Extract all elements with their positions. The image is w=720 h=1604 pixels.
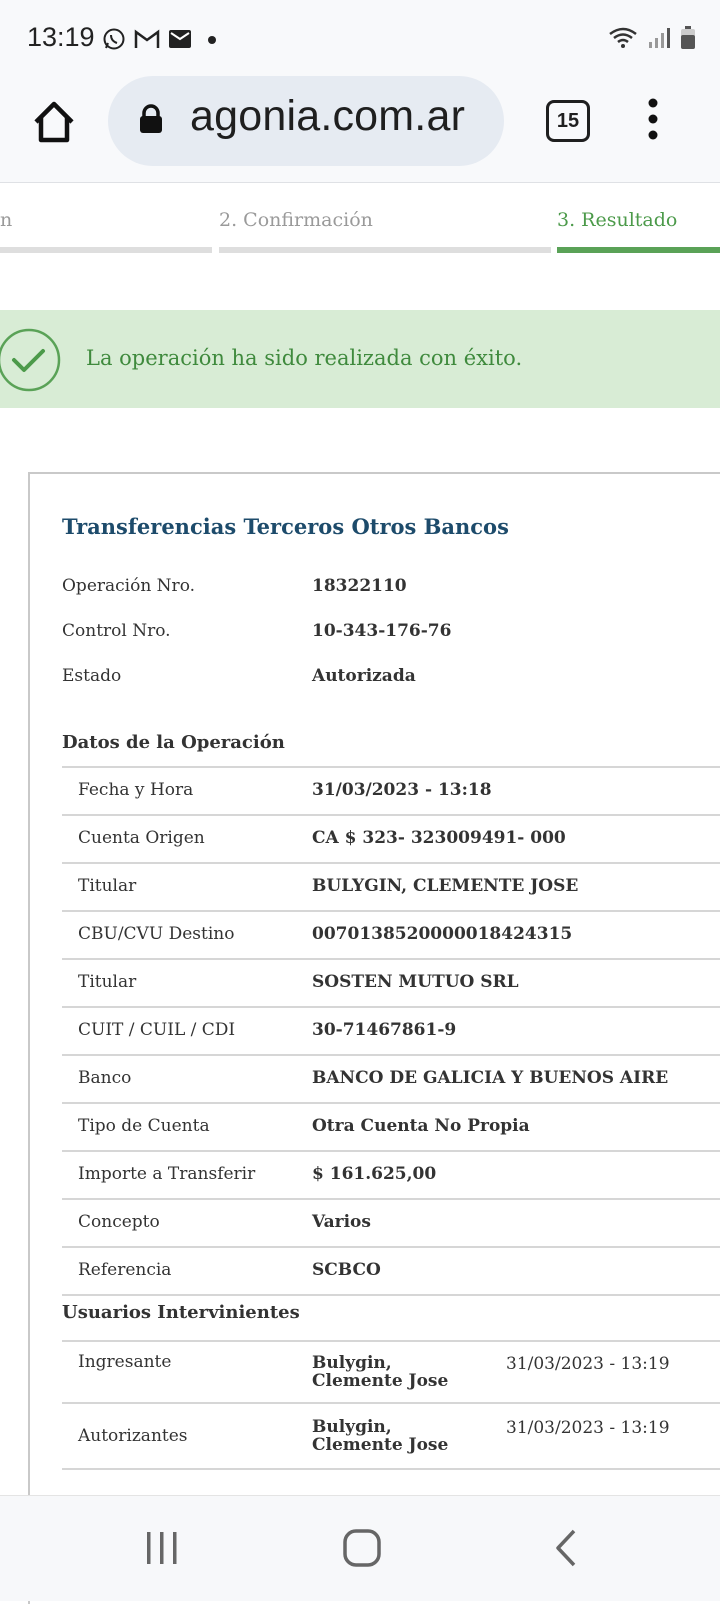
step-2-bar xyxy=(219,247,551,253)
user-role: Ingresante xyxy=(78,1352,172,1372)
table-row xyxy=(62,766,720,814)
browser-toolbar xyxy=(0,80,720,183)
row-value: Varios xyxy=(312,1212,371,1232)
more-vert-icon xyxy=(645,98,661,140)
row-label: CUIT / CUIL / CDI xyxy=(78,1020,236,1040)
table-row xyxy=(62,1054,720,1102)
user-role: Autorizantes xyxy=(78,1426,188,1446)
system-nav-bar xyxy=(0,1495,720,1601)
row-label: Fecha y Hora xyxy=(78,780,194,800)
gmail-icon xyxy=(134,28,160,50)
row-value: 31/03/2023 - 13:18 xyxy=(312,780,492,800)
lock-icon xyxy=(138,104,164,134)
table-row xyxy=(62,910,720,958)
step-1-label: n xyxy=(0,209,13,231)
row-label: Tipo de Cuenta xyxy=(78,1116,210,1136)
row-label: Referencia xyxy=(78,1260,172,1280)
operation-table xyxy=(62,766,720,1296)
dot-icon xyxy=(200,29,220,49)
system-icons xyxy=(608,26,696,50)
check-circle-icon xyxy=(0,327,62,393)
operation-section-title: Datos de la Operación xyxy=(62,732,285,753)
row-value: 30-71467861-9 xyxy=(312,1020,457,1040)
user-row xyxy=(62,1402,720,1468)
home-button[interactable] xyxy=(30,98,78,146)
home-icon xyxy=(30,98,78,146)
user-date: 31/03/2023 - 13:19 xyxy=(506,1418,670,1438)
success-message: La operación ha sido realizada con éxito. xyxy=(86,346,523,370)
more-options-button[interactable] xyxy=(645,98,661,140)
row-value: BULYGIN, CLEMENTE JOSE xyxy=(312,876,579,896)
row-label: Titular xyxy=(78,876,137,896)
table-row xyxy=(62,814,720,862)
signal-icon xyxy=(648,27,670,49)
users-table xyxy=(62,1340,720,1470)
table-row xyxy=(62,1006,720,1054)
table-divider xyxy=(62,1468,720,1470)
row-label: Titular xyxy=(78,972,137,992)
table-row xyxy=(62,958,720,1006)
row-label: Cuenta Origen xyxy=(78,828,205,848)
row-value: CA $ 323- 323009491- 000 xyxy=(312,828,566,848)
step-1-bar xyxy=(0,247,212,253)
recents-icon[interactable] xyxy=(144,1530,180,1566)
wifi-icon xyxy=(608,26,638,50)
step-indicator xyxy=(0,183,720,255)
address-bar[interactable] xyxy=(108,76,504,166)
row-label: Importe a Transferir xyxy=(78,1164,256,1184)
row-value: Otra Cuenta No Propia xyxy=(312,1116,530,1136)
table-row xyxy=(62,862,720,910)
step-3-bar xyxy=(557,247,720,253)
mail-icon xyxy=(168,28,192,50)
status-time: 13:19 xyxy=(27,22,95,52)
summary-value: Autorizada xyxy=(312,666,416,686)
back-icon[interactable] xyxy=(552,1528,580,1568)
summary-value: 10-343-176-76 xyxy=(312,621,452,641)
row-label: CBU/CVU Destino xyxy=(78,924,235,944)
row-label: Concepto xyxy=(78,1212,160,1232)
step-3-label: 3. Resultado xyxy=(557,209,678,231)
table-divider xyxy=(62,1294,720,1296)
row-value: 0070138520000018424315 xyxy=(312,924,573,944)
table-row xyxy=(62,1198,720,1246)
card-title: Transferencias Terceros Otros Bancos xyxy=(62,514,509,539)
row-value: BANCO DE GALICIA Y BUENOS AIRE xyxy=(312,1068,669,1088)
table-row xyxy=(62,1102,720,1150)
notification-icons xyxy=(102,27,220,51)
url-text: agonia.com.ar xyxy=(190,92,466,140)
step-2-label: 2. Confirmación xyxy=(219,209,373,231)
user-date: 31/03/2023 - 13:19 xyxy=(506,1354,670,1374)
row-label: Banco xyxy=(78,1068,132,1088)
whatsapp-icon xyxy=(102,27,126,51)
row-value: SCBCO xyxy=(312,1260,381,1280)
row-value: $ 161.625,00 xyxy=(312,1164,437,1184)
success-banner xyxy=(0,310,720,408)
status-bar xyxy=(0,0,720,80)
summary-label: Estado xyxy=(62,666,122,686)
user-name: Bulygin, Clemente Jose xyxy=(312,1417,449,1455)
result-card xyxy=(28,472,720,1604)
summary-label: Control Nro. xyxy=(62,621,171,641)
table-row xyxy=(62,1150,720,1198)
tab-switcher-button[interactable]: 15 xyxy=(546,100,590,142)
users-section-title: Usuarios Intervinientes xyxy=(62,1302,300,1323)
row-value: SOSTEN MUTUO SRL xyxy=(312,972,519,992)
summary-value: 18322110 xyxy=(312,576,407,596)
home-nav-icon[interactable] xyxy=(342,1528,382,1568)
battery-icon xyxy=(680,26,696,50)
summary-label: Operación Nro. xyxy=(62,576,196,596)
table-row xyxy=(62,1246,720,1294)
user-row xyxy=(62,1340,720,1402)
user-name: Bulygin, Clemente Jose xyxy=(312,1353,449,1391)
